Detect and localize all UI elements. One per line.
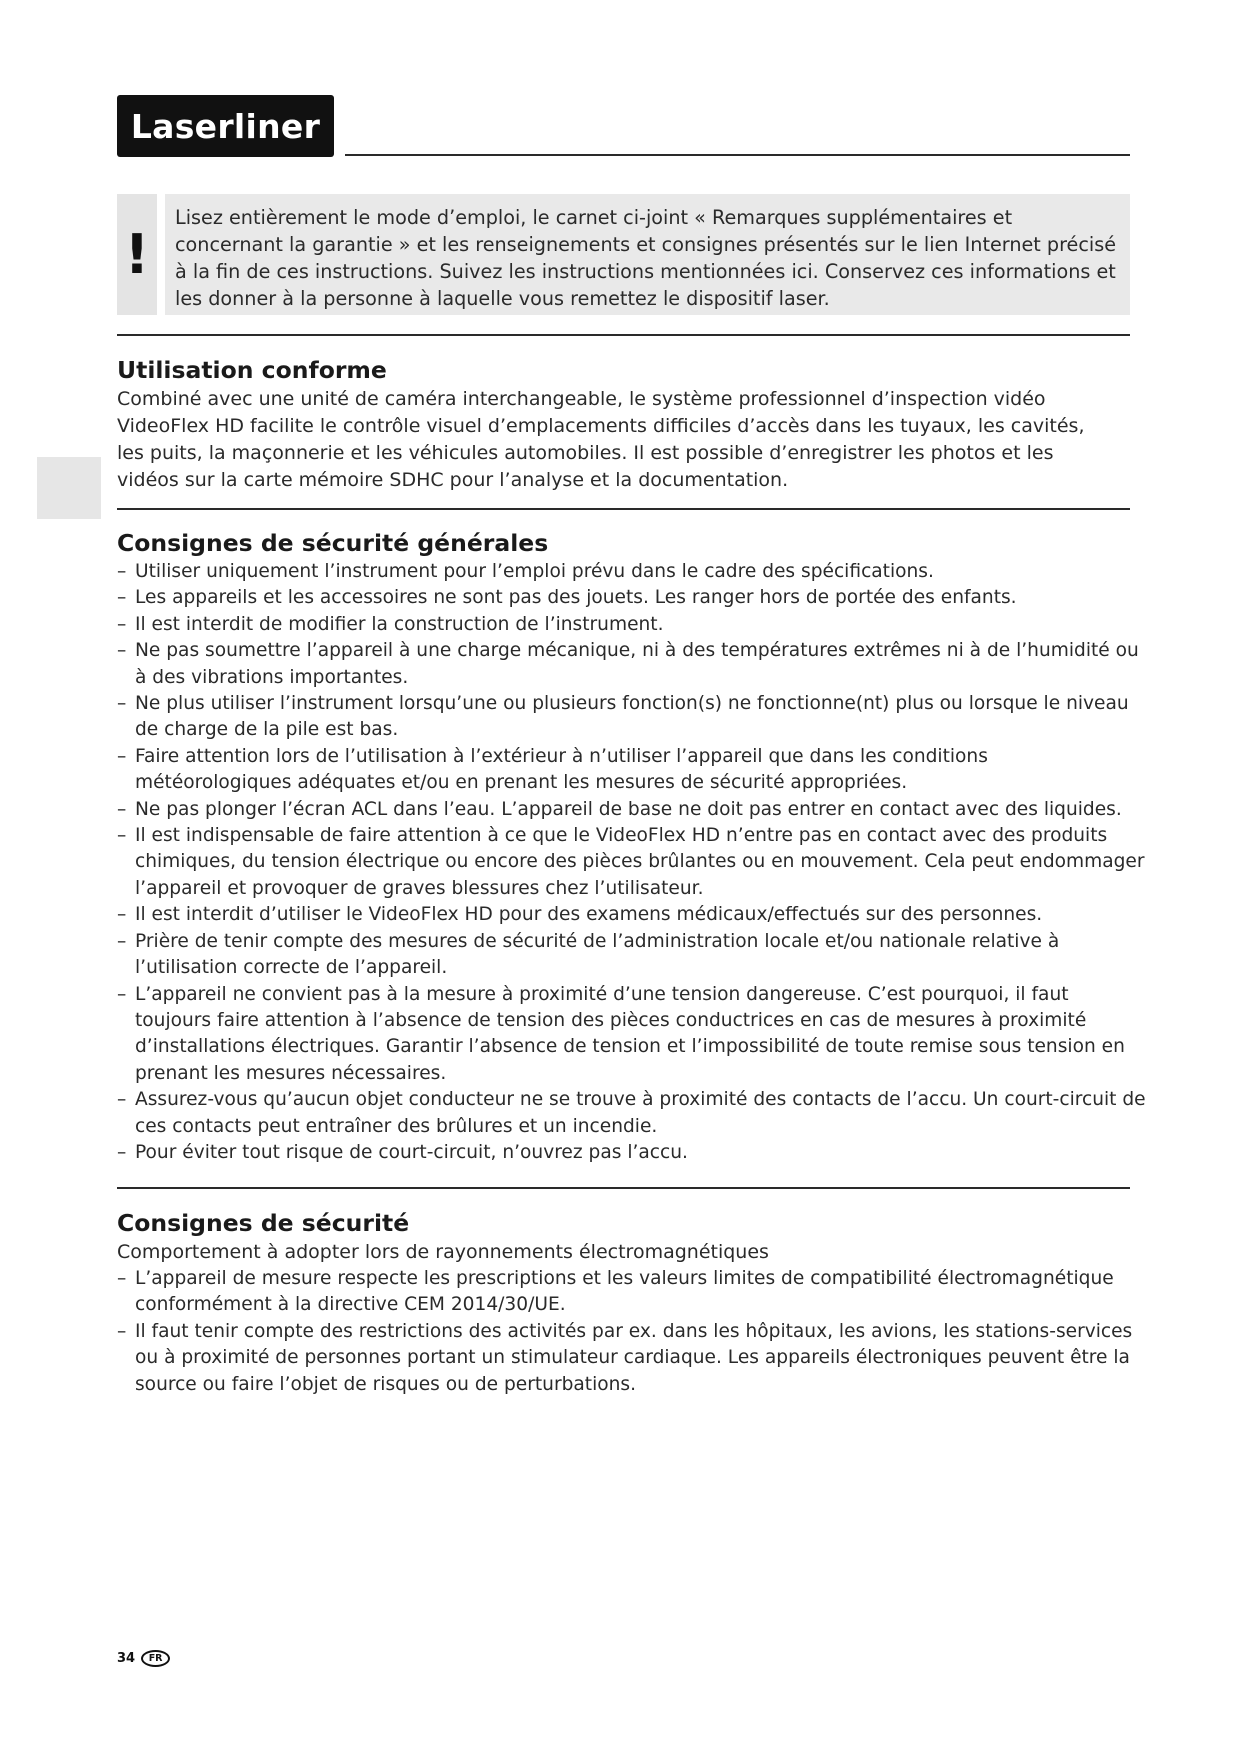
list-item: – Faire attention lors de l’utilisation à l’extérieur à n’utiliser l’appareil que dans les conditions météorologiques adéquates et/ou en prenant les mesures de sécurité appropriées. [117,745,988,794]
side-tab-marker [37,457,101,519]
warning-icon: ! [117,194,157,315]
list-item: – Prière de tenir compte des mesures de sécurité de l’administration locale et/ou nationale relative à l’utilisation correcte de l’appareil. [117,930,1060,979]
section-safety [117,1207,1147,1398]
section-subtitle: Comportement à adopter lors de rayonnements électromagnétiques [117,1241,769,1263]
bullet-dash: – [117,798,127,820]
list-item: – Assurez-vous qu’aucun objet conducteur ne se trouve à proximité des contacts de l’accu. Un court-circuit de ces contacts peut entraîner des brûlures et un incendie. [117,1089,1146,1137]
list-item: – Il est interdit de modifier la construction de l’instrument. [117,612,1147,638]
list-item: – Il est indispensable de faire attention à ce que le VideoFlex HD n’entre pas en contact avec des produits chimiques, du tension électrique ou encore des pièces brûlantes ou en mouvement. Cela peut endommager l’appareil et provoquer de graves blessures chez l’utilisateur. [117,825,1145,899]
safety-list [117,1266,1147,1398]
bullet-dash: – [117,1141,127,1163]
bullet-dash: – [117,561,127,582]
section-utilisation [117,354,1117,494]
bullet-dash: – [117,613,127,635]
bullet-dash: – [117,693,127,715]
list-item: – Ne plus utiliser l’instrument lorsqu’une ou plusieurs fonction(s) ne fonctionne(nt) plus ou lorsque le niveau de charge de la pile est bas. [117,693,1129,741]
bullet-dash: – [117,745,127,767]
safety-list [117,559,1147,1166]
list-item: – Ne pas soumettre l’appareil à une charge mécanique, ni à des températures extrêmes ni à de l’humidité ou à des vibrations importantes. [117,640,1139,688]
bullet-dash: – [117,587,127,609]
notice-text: Lisez entièrement le mode d’emploi, le carnet ci-joint « Remarques supplémentaires et concernant la garantie » et les renseignements et consignes présentés sur le lien Internet précisé à la fin de ces instructions. Suivez les instructions mentionnées ici. Conservez ces informations et les donner à la personne à laquelle vous remettez le dispositif laser. [165,194,1130,315]
section-divider [117,334,1130,336]
bullet-dash: – [117,640,127,662]
section-title: Consignes de sécurité [117,1209,410,1237]
list-item: – Il faut tenir compte des restrictions des activités par ex. dans les hôpitaux, les avions, les stations-services ou à proximité de personnes portant un stimulateur cardiaque. Les appareils électroniques peuvent être la source ou faire l’objet de risques ou de perturbations. [117,1320,1133,1395]
bullet-dash: – [117,904,127,926]
section-general-safety [117,527,1147,1166]
bullet-dash: – [117,983,127,1005]
list-item: – Ne pas plonger l’écran ACL dans l’eau. L’appareil de base ne doit pas entrer en contact avec des liquides. [117,797,1147,823]
section-title: Consignes de sécurité générales [117,529,549,557]
list-item: – L’appareil de mesure respecte les prescriptions et les valeurs limites de compatibilité électromagnétique conformément à la directive CEM 2014/30/UE. [117,1268,1114,1316]
brand-logo: Laserliner [117,95,334,157]
bullet-dash: – [117,930,127,952]
bullet-dash: – [117,1089,127,1111]
section-divider [117,1187,1130,1189]
list-item: – Il est interdit d’utiliser le VideoFlex HD pour des examens médicaux/effectués sur des personnes. [117,902,1147,928]
bullet-dash: – [117,825,127,847]
language-badge: FR [141,1650,170,1667]
list-item: – Utiliser uniquement l’instrument pour l’emploi prévu dans le cadre des spécifications. [117,559,1147,585]
notice-box [117,194,1130,315]
section-divider [117,508,1130,510]
page-number: 34 [117,1651,136,1666]
list-item: – L’appareil ne convient pas à la mesure à proximité d’une tension dangereuse. C’est pourquoi, il faut toujours faire attention à l’absence de tension des pièces conductrices en cas de mesures à proximité d’installations électriques. Garantir l’absence de tension et l’impossibilité de toute remise sous tension en prenant les mesures nécessaires. [117,983,1125,1084]
list-item: – Pour éviter tout risque de court-circuit, n’ouvrez pas l’accu. [117,1140,1147,1166]
list-item: – Les appareils et les accessoires ne sont pas des jouets. Les ranger hors de portée des enfants. [117,585,1147,611]
page-footer [117,1650,170,1667]
section-body: Combiné avec une unité de caméra interchangeable, le système professionnel d’inspection vidéo VideoFlex HD facilite le contrôle visuel d’emplacements difficiles d’accès dans les tuyaux, les cavités, les puits, la maçonnerie et les véhicules automobiles. Il est possible d’enregistrer les photos et les vidéos sur la carte mémoire SDHC pour l’analyse et la documentation. [117,388,1085,491]
header-divider [345,154,1130,156]
section-title: Utilisation conforme [117,356,387,384]
bullet-dash: – [117,1268,127,1289]
bullet-dash: – [117,1320,127,1342]
